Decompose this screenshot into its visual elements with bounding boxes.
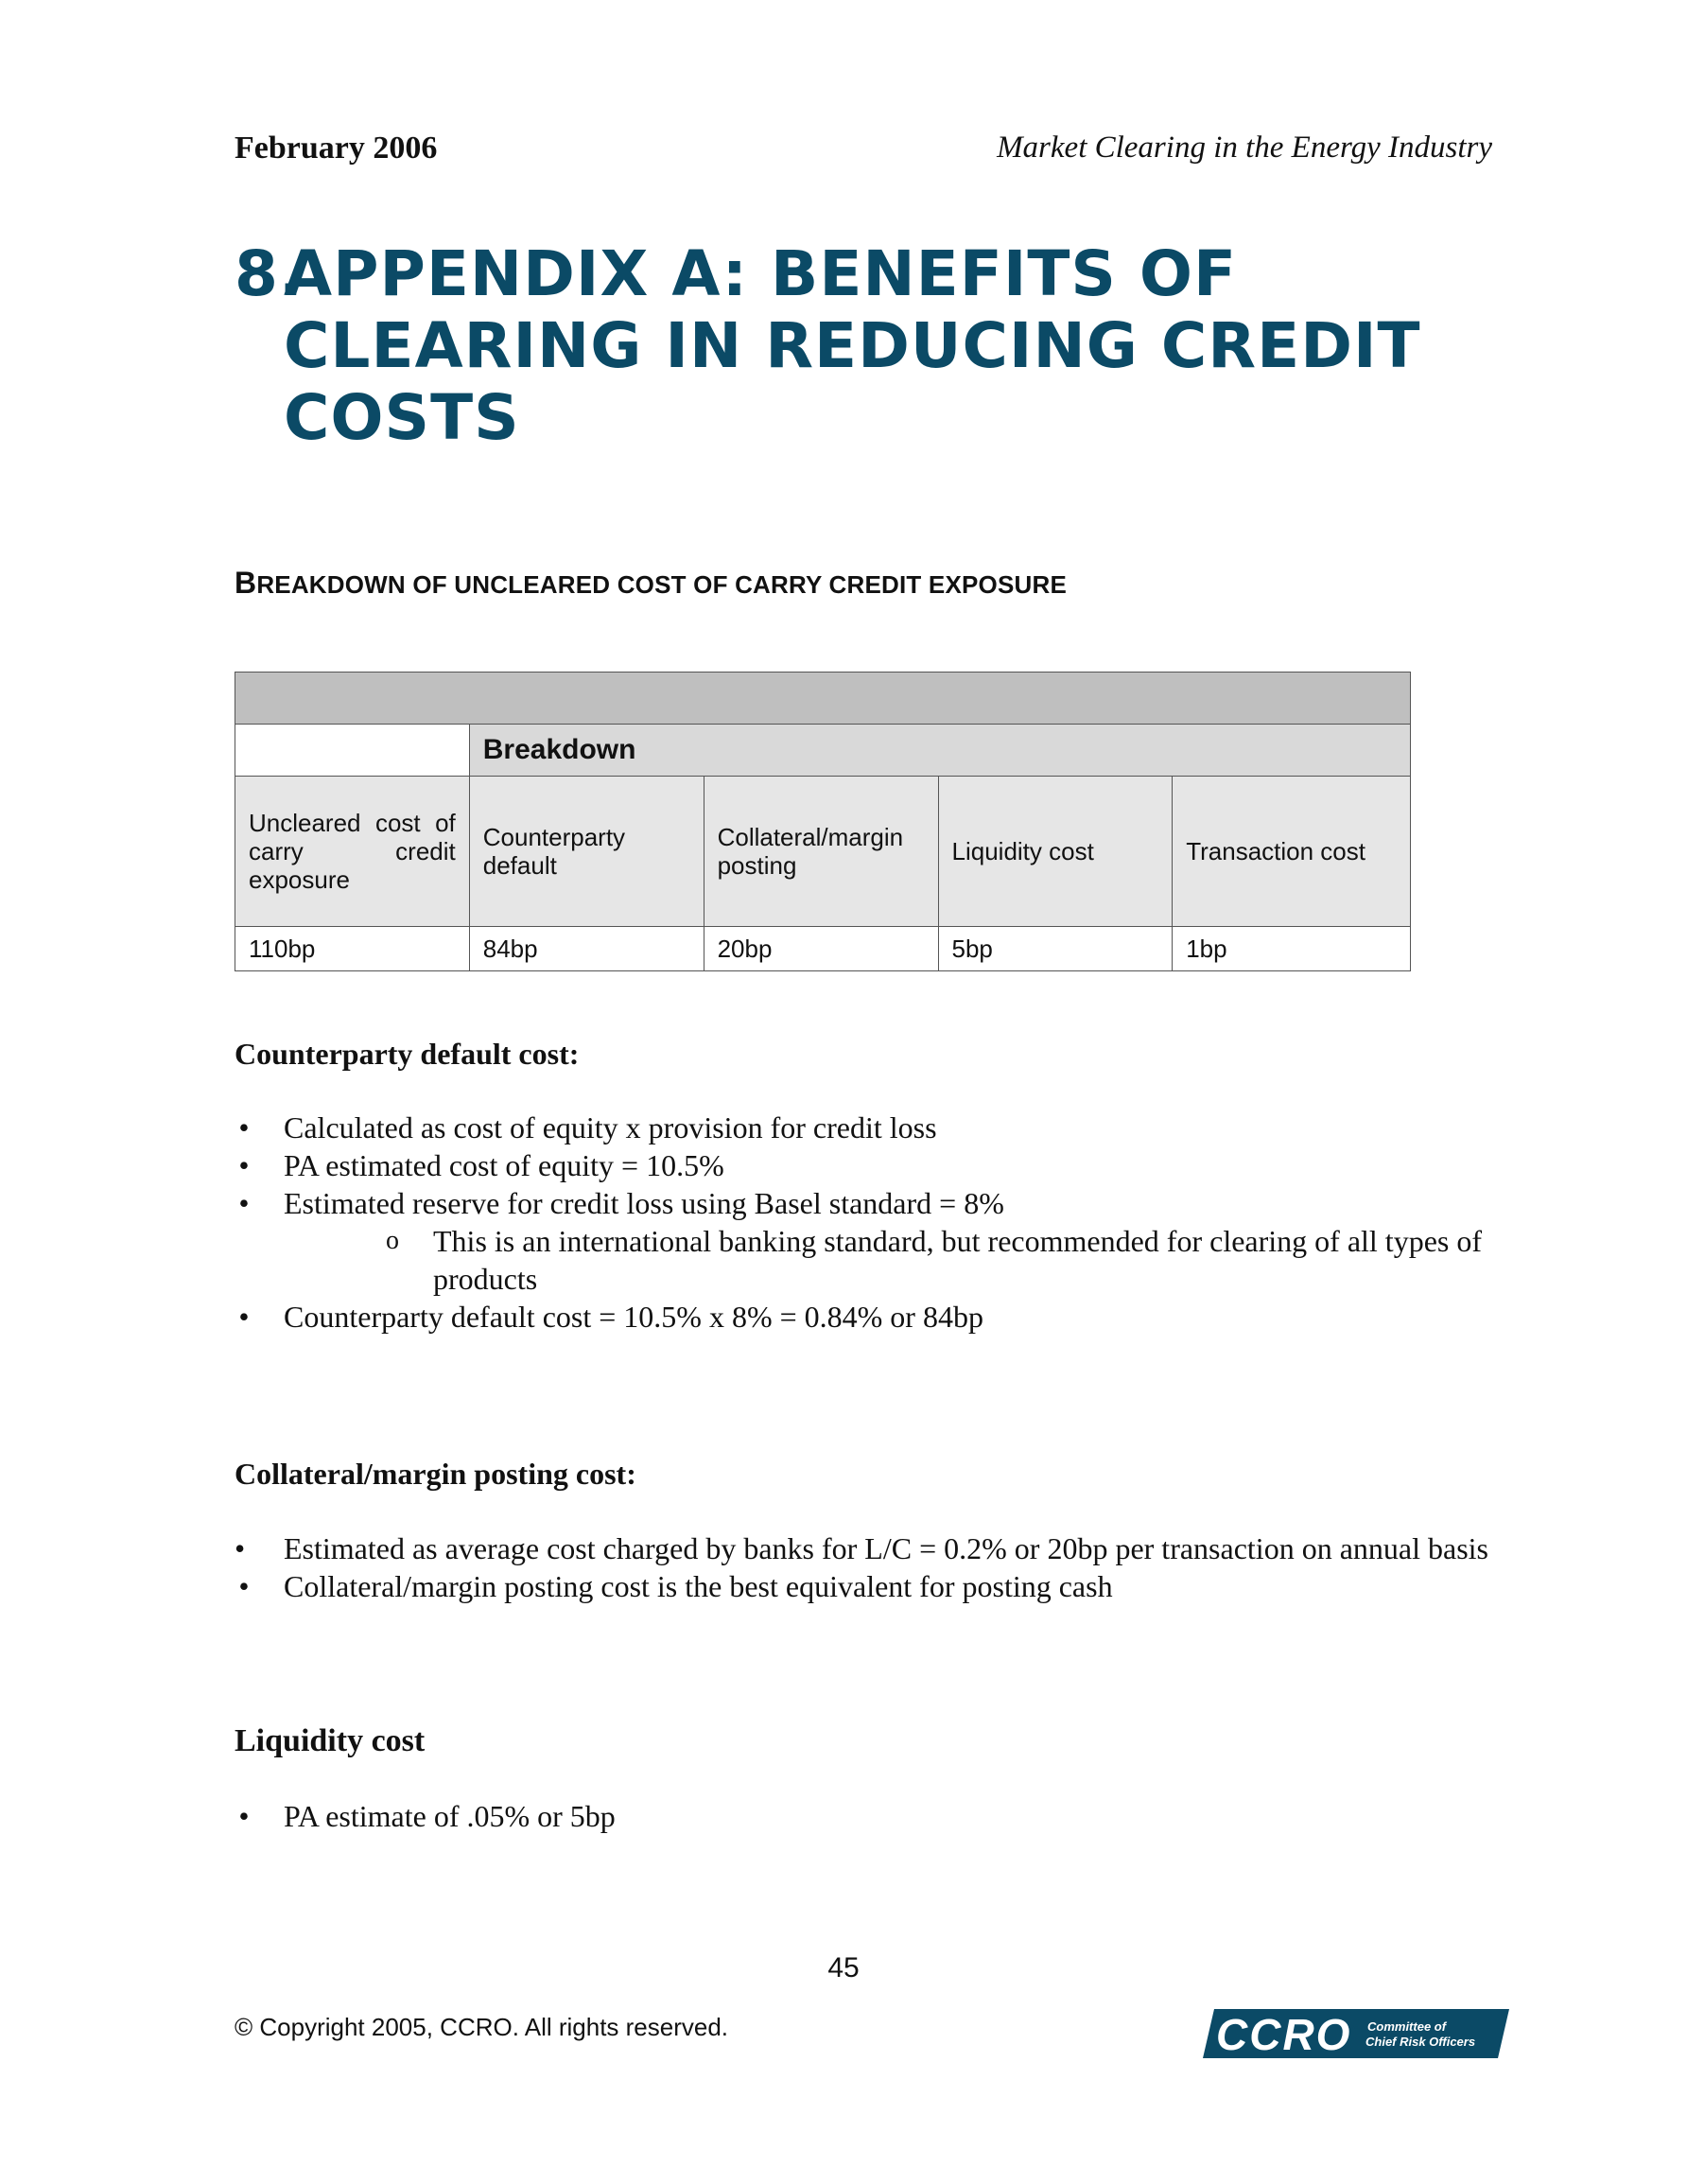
- ccro-logo: [1201, 2007, 1511, 2060]
- list-item: • Estimated reserve for credit loss using Basel standard = 8%: [235, 1184, 1492, 1222]
- table-heading-initial: B: [235, 566, 257, 600]
- column-header: Liquidity cost: [938, 777, 1173, 927]
- logo-tagline-2: Chief Risk Officers: [1365, 2035, 1476, 2049]
- column-header: Transaction cost: [1173, 777, 1411, 927]
- table-cell: 20bp: [704, 927, 938, 971]
- hollow-bullet-icon: o: [386, 1226, 399, 1255]
- bullet-icon: •: [238, 1569, 250, 1603]
- table-row: [235, 927, 1411, 971]
- table-heading: [235, 566, 1067, 601]
- header-date: February 2006: [235, 131, 438, 166]
- title-line-2: CLEARING IN REDUCING CREDIT: [284, 309, 1421, 382]
- bullet-icon: •: [238, 1110, 250, 1144]
- section-number: 8.: [235, 237, 304, 310]
- table-title-row: [235, 673, 1411, 725]
- page-number: 45: [827, 1952, 860, 1983]
- sub-list-item: o This is an international banking standard, but recommended for clearing of all types of products: [235, 1222, 1492, 1298]
- copyright-notice: © Copyright 2005, CCRO. All rights reserved.: [235, 2013, 729, 2041]
- table-cell: 84bp: [469, 927, 704, 971]
- title-line-3: COSTS: [284, 381, 520, 454]
- counterparty-heading: Counterparty default cost:: [235, 1037, 580, 1071]
- title-line-1: APPENDIX A: BENEFITS OF: [284, 237, 1238, 310]
- table-header-row: [235, 777, 1411, 927]
- table-title-cell: [235, 673, 1411, 725]
- collateral-heading: Collateral/margin posting cost:: [235, 1457, 636, 1491]
- liquidity-bullet-list: [235, 1797, 1492, 1835]
- list-item: • Counterparty default cost = 10.5% x 8% = 0.84% or 84bp: [235, 1298, 1492, 1336]
- bullet-icon: •: [235, 1531, 246, 1565]
- list-item: • Estimated as average cost charged by banks for L/C = 0.2% or 20bp per transaction on annual basis: [235, 1531, 1488, 1565]
- table-cell: 1bp: [1173, 927, 1411, 971]
- column-header: Uncleared cost of carry credit exposure: [235, 777, 470, 927]
- table-group-row: [235, 725, 1411, 777]
- collateral-bullet-list: [235, 1529, 1492, 1605]
- bullet-icon: •: [238, 1148, 250, 1182]
- logo-tagline-1: Committee of: [1367, 2019, 1447, 2034]
- counterparty-bullet-list: [235, 1109, 1492, 1336]
- table-cell: 110bp: [235, 927, 470, 971]
- table-blank-cell: [235, 725, 470, 777]
- list-item: • PA estimated cost of equity = 10.5%: [235, 1146, 1492, 1184]
- bullet-icon: •: [238, 1300, 250, 1334]
- list-item: • PA estimate of .05% or 5bp: [235, 1797, 1492, 1835]
- cost-breakdown-table: [235, 672, 1411, 971]
- liquidity-heading: Liquidity cost: [235, 1723, 426, 1758]
- table-heading-rest: REAKDOWN OF UNCLEARED COST OF CARRY CREDIT EXPOSURE: [256, 570, 1067, 599]
- column-header: Collateral/margin posting: [704, 777, 938, 927]
- column-header: Counterparty default: [469, 777, 704, 927]
- header-document-title: Market Clearing in the Energy Industry: [997, 131, 1492, 165]
- bullet-icon: •: [238, 1186, 250, 1220]
- bullet-icon: •: [238, 1799, 250, 1833]
- logo-letters: CCRO: [1216, 2010, 1352, 2059]
- list-item: • Collateral/margin posting cost is the best equivalent for posting cash: [235, 1567, 1492, 1605]
- table-cell: 5bp: [938, 927, 1173, 971]
- section-title: [235, 238, 1511, 454]
- list-item: • Calculated as cost of equity x provision for credit loss: [235, 1109, 1492, 1146]
- breakdown-group-label: Breakdown: [469, 725, 1410, 777]
